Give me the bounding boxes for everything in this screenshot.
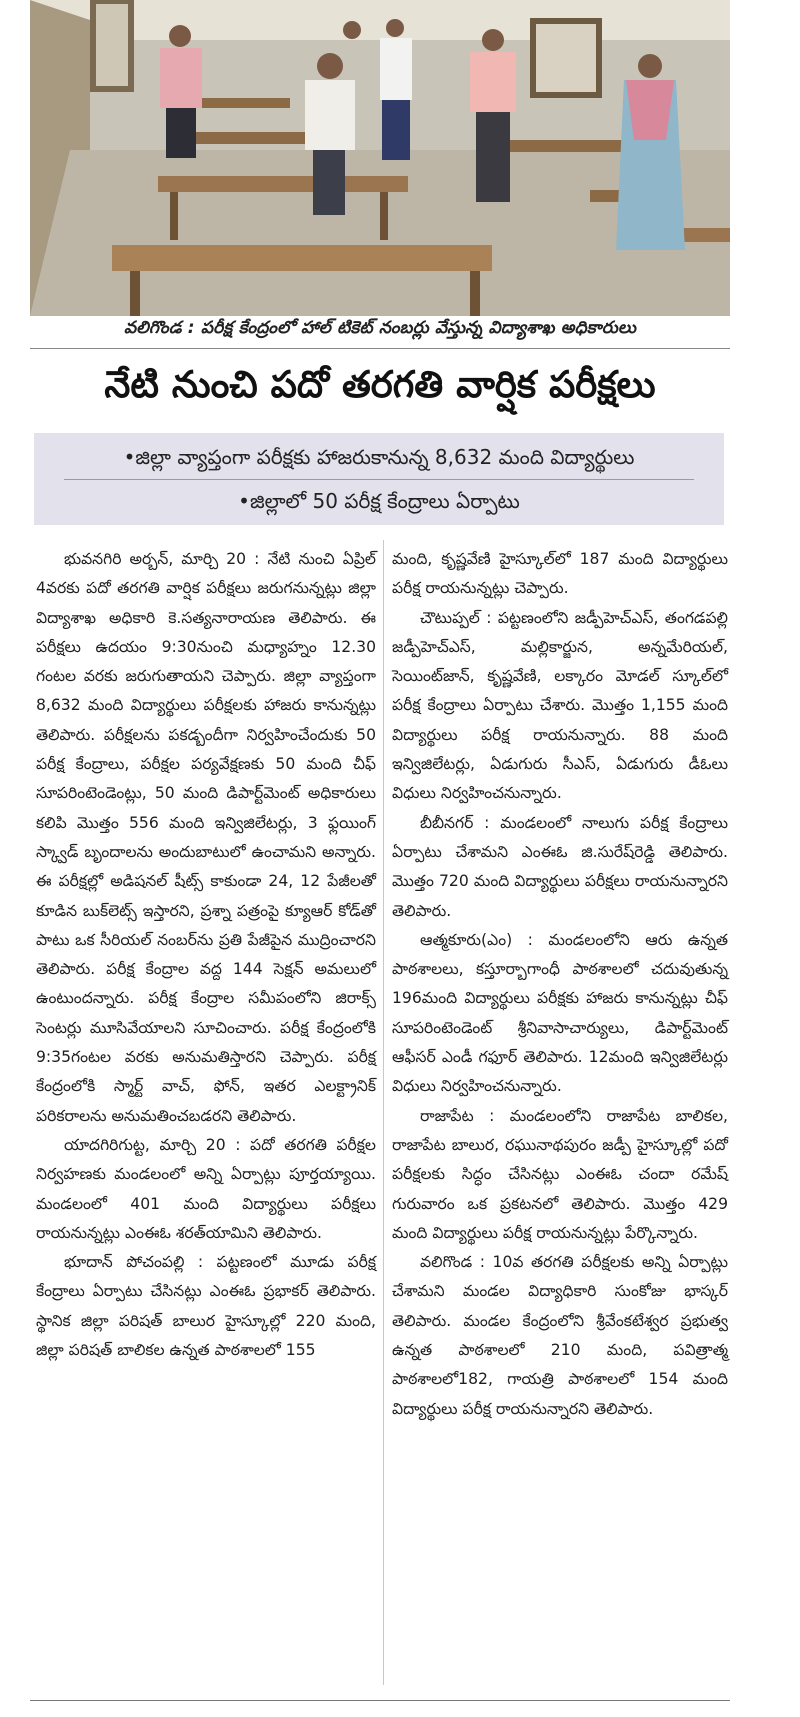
paragraph-pochampally-continued: మంది, కృష్ణవేణి హైస్కూల్‌లో 187 మంది విద్యార్థులు పరీక్ష రాయనున్నట్లు చెప్పారు. (392, 550, 728, 598)
paragraph-valigonda: వలిగొండ : 10వ తరగతి పరీక్షలకు అన్ని ఏర్పాట్లు చేశామని మండల విద్యాధికారి సుంకోజు భాస్కర్ తెలిపారు. మండల కేంద్రంలోని శ్రీవేంకటేశ్వర ప్రభుత్వ ఉన్నత పాఠశాలలో 210 మంది, పవిత్రాత్మ పాఠశాలలో182, గాయత్రి పాఠశాలలో 154 మంది విద్యార్థులు పరీక్ష రాయనున్నారని తెలిపారు. (392, 1253, 728, 1418)
photo-caption: వలిగొండ : పరీక్ష కేంద్రంలో హాల్ టికెట్ నంబర్లు వేస్తున్న విద్యాశాఖ అధికారులు (123, 318, 637, 338)
paragraph-pochampally: భూదాన్ పోచంపల్లి : పట్టణంలో మూడు పరీక్ష కేంద్రాలు ఏర్పాటు చేసినట్లు ఎంఈఓ ప్రభాకర్ తెలిపారు. స్థానిక జిల్లా పరిషత్ బాలుర హైస్కూల్లో 220 మంది, జిల్లా పరిషత్ బాలికల ఉన్నత పాఠశాలలో 155 (36, 1253, 376, 1360)
paragraph-bhuvanagiri: భువనగిరి అర్బన్, మార్చి 20 : నేటి నుంచి ఏప్రిల్ 4వరకు పదో తరగతి వార్షిక పరీక్షలు జరుగనున్నట్లు జిల్లా విద్యాశాఖ అధికారి కె.సత్యనారాయణ తెలిపారు. ఈ పరీక్షలు ఉదయం 9:30నుంచి మధ్యాహ్నం 12.30 గంటల వరకు జరుగుతాయని చెప్పారు. జిల్లా వ్యాప్తంగా 8,632 మంది విద్యార్థులు పరీక్షలకు హాజరు కానున్నట్లు తెలిపారు. పరీక్షలను పకడ్బందీగా నిర్వహించేందుకు 50 పరీక్ష కేంద్రాలు, పరీక్షల పర్యవేక్షణకు 50 మంది చీఫ్ సూపరింటెండెంట్లు, 50 మంది డిపార్ట్‌మెంట్ అధికారులు కలిపి మొత్తం 556 మంది ఇన్విజిలేటర్లు, 3 ఫ్లయింగ్ స్క్వాడ్ బృందాలను అందుబాటులో ఉంచామని అన్నారు. ఈ పరీక్షల్లో అడిషనల్ షీట్స్ కాకుండా 24, 12 పేజీలతో కూడిన బుక్‌లెట్స్ ఇస్తారని, ప్రశ్నా పత్రంపై క్యూఆర్ కోడ్‌తో పాటు ఒక సీరియల్ నంబర్‌ను ప్రతి పేజీపైన ముద్రించారని తెలిపారు. పరీక్ష కేంద్రాల వద్ద 144 సెక్షన్ అమలులో ఉంటుందన్నారు. పరీక్ష కేంద్రాల సమీపంలోని జిరాక్స్ సెంటర్లు మూసివేయాలని సూచించారు. పరీక్ష కేంద్రంలోకి 9:35గంటల వరకు అనుమతిస్తారని చెప్పారు. పరీక్ష కేంద్రంలోకి స్మార్ట్ వాచ్, ఫోన్, ఇతర ఎలక్ట్రానిక్ పరికరాలను అనుమతించబడరని తెలిపారు. (36, 550, 376, 1125)
article-headline: నేటి నుంచి పదో తరగతి వార్షిక పరీక్షలు (104, 363, 656, 406)
subheadline-box (34, 433, 724, 525)
paragraph-rajapet: రాజాపేట : మండలంలోని రాజాపేట బాలికల, రాజాపేట బాలుర, రఘునాథపురం జడ్పీ హైస్కూల్లో పదో పరీక్షలకు సిద్ధం చేసినట్లు ఎంఈఓ చందా రమేష్ గురువారం ఒక ప్రకటనలో తెలిపారు. మొత్తం 429 మంది విద్యార్థులు పరీక్ష రాయనున్నట్లు పేర్కొన్నారు. (392, 1106, 728, 1242)
caption-divider (30, 348, 730, 349)
news-photo (30, 0, 730, 316)
article-column-left (36, 545, 376, 1365)
subheadline-divider (64, 479, 694, 480)
article-column-right (392, 545, 728, 1424)
paragraph-choutuppal: చౌటుప్పల్ : పట్టణంలోని జడ్పీహెచ్‌ఎస్, తంగడపల్లి జడ్పీహెచ్‌ఎస్, మల్లికార్జున, అన్నమేరియల్, సెయింట్‌జాన్, కృష్ణవేణి, లక్కారం మోడల్ స్కూల్‌లో పరీక్ష కేంద్రాలు ఏర్పాటు చేశారు. మొత్తం 1,155 మంది విద్యార్థులు పరీక్ష రాయనున్నారు. 88 మంది ఇన్విజిలేటర్లు, ఏడుగురు సీఎస్, ఏడుగురు డీఓలు విధులు నిర్వహించనున్నారు. (392, 608, 728, 803)
subheadline-1: •జిల్లా వ్యాప్తంగా పరీక్షకు హాజరుకానున్న 8,632 మంది విద్యార్థులు (123, 445, 635, 469)
paragraph-yadagirigutta: యాదగిరిగుట్ట, మార్చి 20 : పదో తరగతి పరీక్షల నిర్వహణకు మండలంలో అన్ని ఏర్పాట్లు పూర్తయ్యాయి. మండలంలో 401 మంది విద్యార్థులు పరీక్షలు రాయనున్నట్లు ఎంఈఓ శరత్‌యామిని తెలిపారు. (36, 1135, 376, 1242)
classroom-photo-icon (30, 0, 730, 316)
subheadline-2: •జిల్లాలో 50 పరీక్ష కేంద్రాలు ఏర్పాటు (238, 489, 520, 513)
bottom-divider (30, 1700, 730, 1701)
paragraph-bibinagar: బీబీనగర్ : మండలంలో నాలుగు పరీక్ష కేంద్రాలు ఏర్పాటు చేశామని ఎంఈఓ జి.సురేష్‌రెడ్డి తెలిపారు. మొత్తం 720 మంది విద్యార్థులు పరీక్షలు రాయనున్నారని తెలిపారు. (392, 813, 728, 920)
column-divider (383, 540, 384, 1685)
paragraph-atmakur: ఆత్మకూరు(ఎం) : మండలంలోని ఆరు ఉన్నత పాఠశాలలు, కస్తూర్బాగాంధీ పాఠశాలలో చదువుతున్న 196మంది విద్యార్థులు పరీక్షకు హాజరు కానున్నట్లు చీఫ్ సూపరింటెండెంట్ శ్రీనివాసాచార్యులు, డిపార్ట్‌మెంట్ ఆఫీసర్ ఎండీ గఫూర్ తెలిపారు. 12మంది ఇన్విజిలేటర్లు విధులు నిర్వహించనున్నారు. (392, 930, 728, 1096)
